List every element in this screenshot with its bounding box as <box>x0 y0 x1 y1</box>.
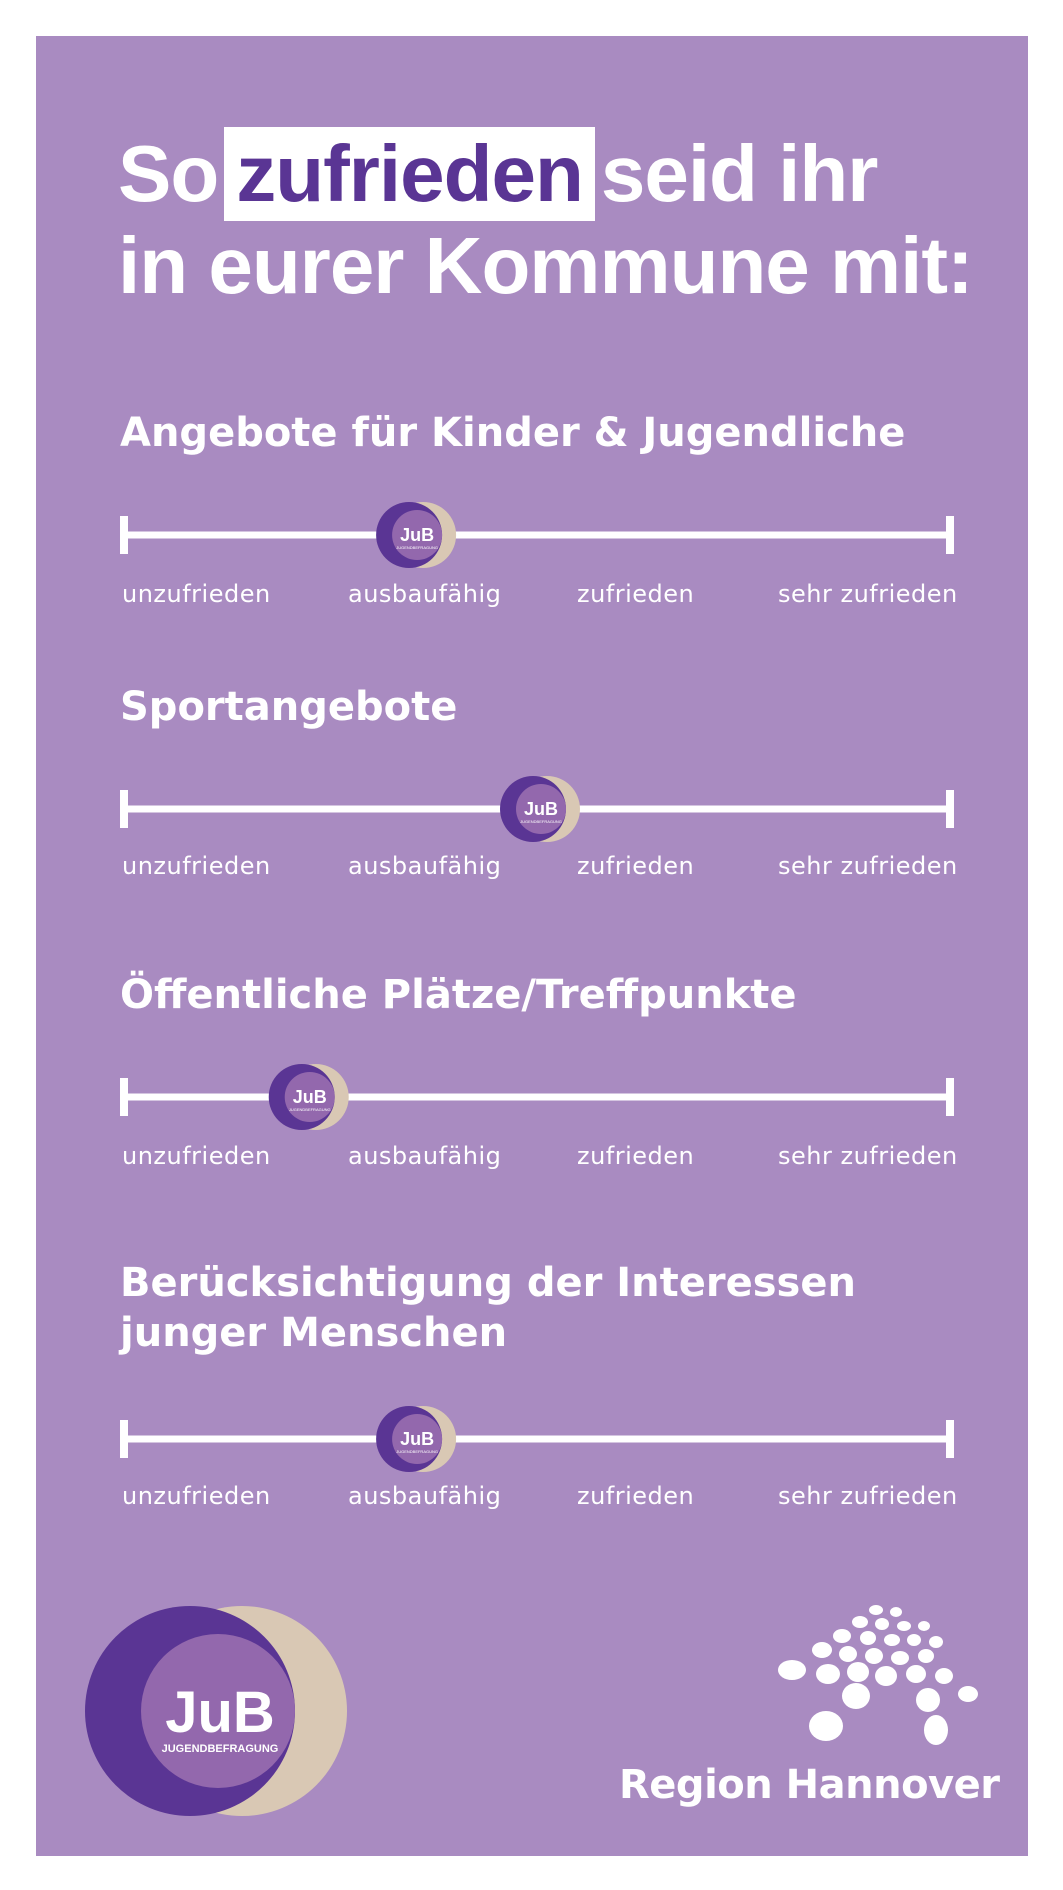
satisfaction-scale <box>36 764 1028 854</box>
scale-label-sehr-zufrieden: sehr zufrieden <box>778 1142 958 1170</box>
marker-logo-text: JuB <box>400 525 435 545</box>
infographic-panel <box>36 36 1028 1856</box>
scale-label-unzufrieden: unzufrieden <box>122 580 271 608</box>
scale-label-zufrieden: zufrieden <box>577 580 695 608</box>
marker-logo-text: JuB <box>292 1087 327 1107</box>
headline-pre: So <box>118 129 219 218</box>
scale-label-sehr-zufrieden: sehr zufrieden <box>778 852 958 880</box>
scale-title: Sportangebote <box>120 684 458 730</box>
scale-marker <box>500 776 580 842</box>
headline-highlight: zufrieden <box>224 127 595 221</box>
satisfaction-scale <box>36 490 1028 580</box>
scale-label-ausbaufaehig: ausbaufähig <box>348 1482 502 1510</box>
scale-label-unzufrieden: unzufrieden <box>122 1482 271 1510</box>
scale-label-zufrieden: zufrieden <box>577 1482 695 1510</box>
region-hannover-dots-icon <box>606 1596 1026 1756</box>
marker-logo-subtext: JUGENDBEFRAGUNG <box>396 545 438 550</box>
marker-logo-subtext: JUGENDBEFRAGUNG <box>288 1107 331 1112</box>
scale-title: Angebote für Kinder & Jugendliche <box>120 410 906 456</box>
headline-post: seid ihr <box>600 129 878 218</box>
marker-logo-text: JuB <box>400 1429 435 1449</box>
satisfaction-scale <box>36 1394 1028 1484</box>
headline-line-1 <box>118 124 877 224</box>
scale-label-unzufrieden: unzufrieden <box>122 852 271 880</box>
scale-label-unzufrieden: unzufrieden <box>122 1142 271 1170</box>
satisfaction-scale <box>36 1052 1028 1142</box>
region-hannover-wordmark: Region Hannover <box>619 1762 1000 1808</box>
scale-title-line-2: junger Menschen <box>120 1310 508 1356</box>
scale-marker <box>269 1064 349 1130</box>
scale-label-sehr-zufrieden: sehr zufrieden <box>778 580 958 608</box>
scale-label-zufrieden: zufrieden <box>577 1142 695 1170</box>
scale-title: Öffentliche Plätze/Treffpunkte <box>120 972 797 1018</box>
scale-label-ausbaufaehig: ausbaufähig <box>348 1142 502 1170</box>
marker-logo-subtext: JUGENDBEFRAGUNG <box>396 1449 438 1454</box>
scale-marker <box>376 1406 456 1472</box>
scale-title-line-1: Berücksichtigung der Interessen <box>120 1260 856 1306</box>
scale-label-sehr-zufrieden: sehr zufrieden <box>778 1482 958 1510</box>
scale-label-zufrieden: zufrieden <box>577 852 695 880</box>
marker-logo-subtext: JUGENDBEFRAGUNG <box>520 819 562 824</box>
jub-logo-subtext: JUGENDBEFRAGUNG <box>161 1743 279 1755</box>
jub-logo <box>70 1596 370 1836</box>
scale-marker <box>376 502 456 568</box>
scale-label-ausbaufaehig: ausbaufähig <box>348 852 502 880</box>
marker-logo-text: JuB <box>523 799 559 819</box>
scale-title <box>120 1258 856 1358</box>
headline-line-2: in eurer Kommune mit: <box>118 221 973 310</box>
scale-label-ausbaufaehig: ausbaufähig <box>348 580 502 608</box>
jub-logo-text: JuB <box>165 1680 275 1745</box>
